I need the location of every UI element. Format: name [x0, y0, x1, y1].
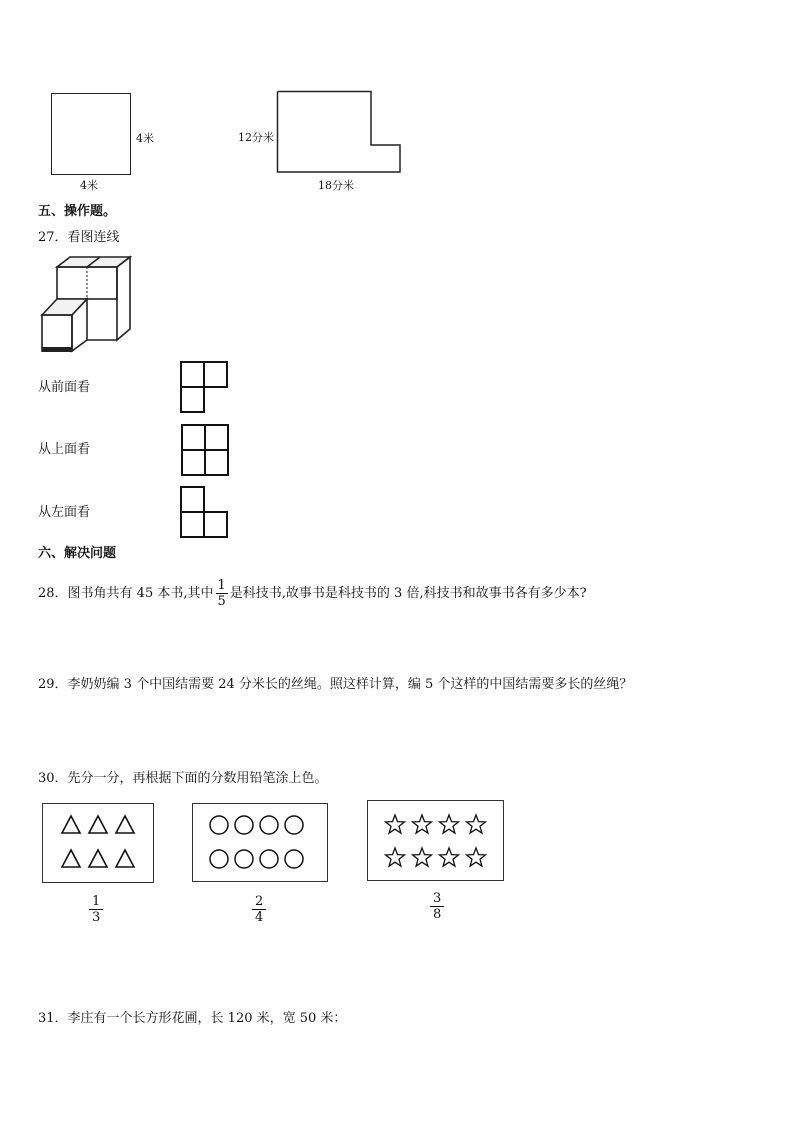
- q29-line: [38, 677, 632, 693]
- q29-number: 29．: [38, 677, 68, 692]
- circle-icon: [260, 816, 278, 834]
- q27-line: [38, 230, 120, 246]
- triangle-frac-den: 3: [92, 910, 101, 925]
- triangle-icon: [116, 816, 134, 833]
- q29-text: 李奶奶编 3 个中国结需要 24 分米长的丝绳。照这样计算，编 5 个这样的中国结需要多长的丝绳？: [67, 677, 633, 692]
- q30-number: 30．: [38, 771, 68, 786]
- star-frac-num: 3: [430, 891, 444, 907]
- circle-icon: [285, 816, 303, 834]
- circle-fraction: [252, 894, 266, 925]
- star-icon: [440, 815, 459, 833]
- circle-icon: [210, 816, 228, 834]
- star-fraction: [430, 891, 444, 922]
- q28-line: [38, 578, 587, 609]
- cube-stack-drawing: [40, 255, 140, 355]
- star-icon: [467, 815, 486, 833]
- triangle-box: [42, 803, 154, 883]
- view-grid-1: [180, 361, 230, 415]
- circle-icon: [260, 850, 278, 868]
- circle-frac-num: 2: [252, 894, 266, 910]
- triangle-icon: [89, 850, 107, 867]
- triangle-icon: [62, 850, 80, 867]
- q27-number: 27．: [38, 230, 68, 245]
- q28-text-after: 是科技书,故事书是科技书的 3 倍,科技书和故事书各有多少本?: [229, 585, 587, 601]
- circle-icons: [193, 804, 329, 883]
- q31-text: 李庄有一个长方形花圃，长 120 米，宽 50 米：: [67, 1011, 347, 1026]
- view-label-top: 从上面看: [38, 442, 91, 457]
- q31-line: [38, 1011, 346, 1027]
- q31-number: 31．: [38, 1011, 68, 1026]
- star-icon: [413, 815, 432, 833]
- q30-line: [38, 771, 328, 787]
- view-label-front: 从前面看: [38, 380, 91, 395]
- square-side-bottom-label: 4米: [80, 179, 98, 192]
- q28-text-before: 图书角共有 45 本书,其中: [67, 585, 214, 601]
- section5-title: 五、操作题。: [38, 204, 117, 219]
- triangle-icon: [62, 816, 80, 833]
- circle-frac-den: 4: [255, 910, 264, 925]
- section6-title: 六、解决问题: [38, 546, 117, 561]
- star-box: [367, 800, 504, 881]
- circle-icon: [285, 850, 303, 868]
- triangle-fraction: [89, 894, 103, 925]
- q27-text: 看图连线: [67, 230, 120, 245]
- lshape-side-left-label: 12分米: [238, 131, 274, 144]
- star-icons: [368, 801, 505, 882]
- q28-frac-num: 1: [217, 578, 226, 593]
- star-icon: [386, 848, 405, 866]
- triangle-icons: [43, 804, 155, 884]
- square-figure: [51, 93, 131, 175]
- view-grid-2: [181, 424, 231, 478]
- view-label-left: 从左面看: [38, 505, 91, 520]
- triangle-icon: [89, 816, 107, 833]
- q30-text: 先分一分，再根据下面的分数用铅笔涂上色。: [67, 771, 328, 786]
- q28-fraction: [216, 578, 228, 609]
- q28-frac-den: 5: [217, 594, 226, 609]
- triangle-icon: [116, 850, 134, 867]
- lshape-side-bottom-label: 18分米: [318, 179, 354, 192]
- triangle-frac-num: 1: [89, 894, 103, 910]
- star-icon: [467, 848, 486, 866]
- square-side-right-label: 4米: [136, 132, 154, 145]
- view-grid-3: [180, 486, 230, 540]
- q28-number: 28．: [38, 585, 68, 601]
- star-icon: [413, 848, 432, 866]
- star-icon: [440, 848, 459, 866]
- circle-icon: [235, 816, 253, 834]
- circle-box: [192, 803, 328, 882]
- star-frac-den: 8: [433, 907, 442, 922]
- circle-icon: [235, 850, 253, 868]
- lshape-figure: [276, 90, 406, 180]
- star-icon: [386, 815, 405, 833]
- circle-icon: [210, 850, 228, 868]
